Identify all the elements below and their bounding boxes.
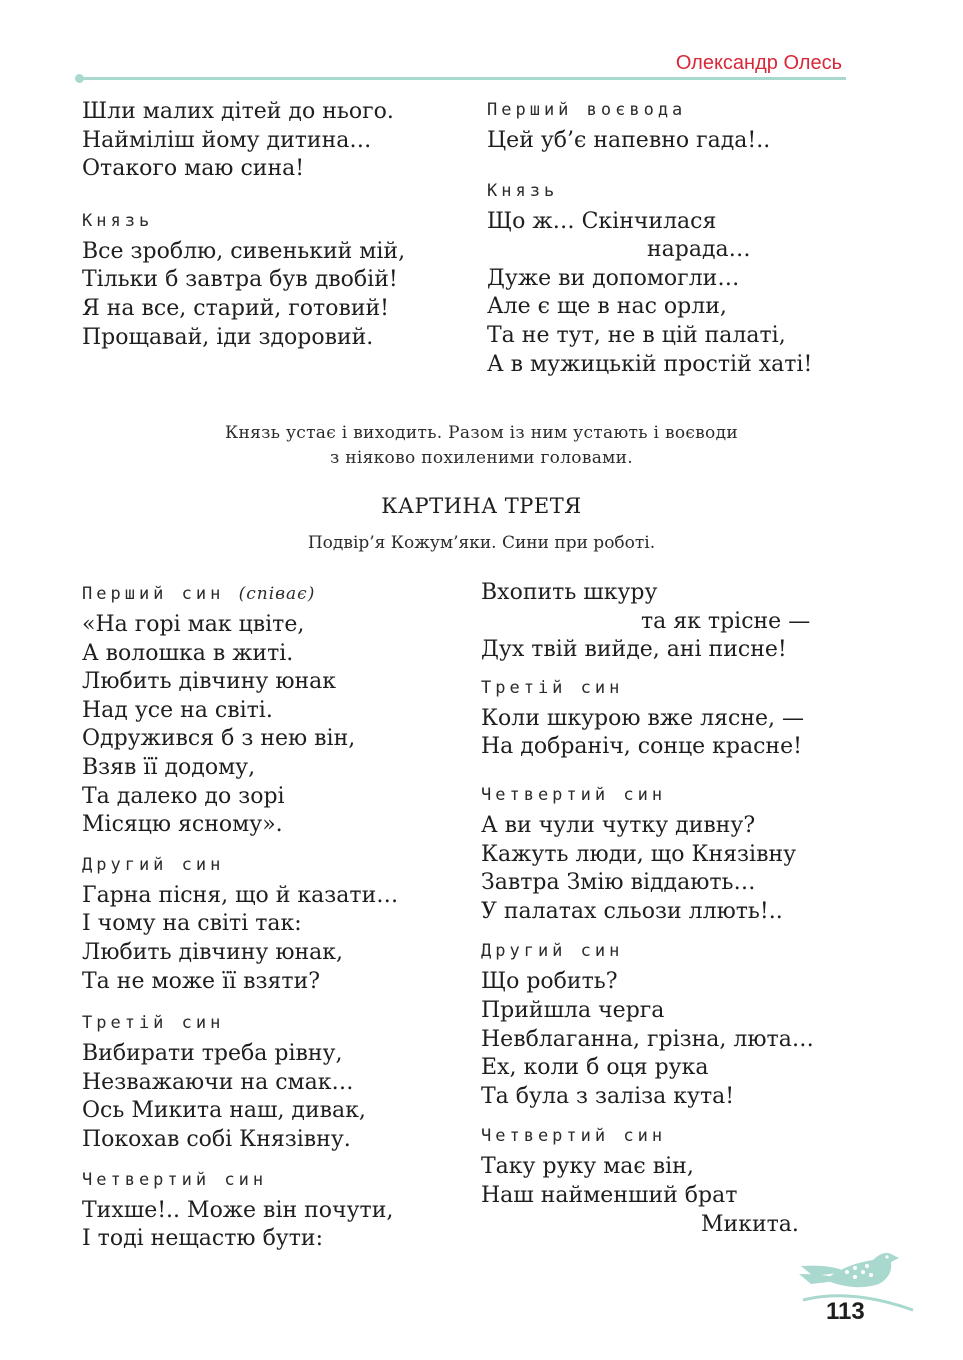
verse-line: та як трісне — (641, 608, 811, 634)
speaker-name: Другий син (481, 941, 624, 962)
verse-line: На добраніч, сонце красне! (481, 734, 802, 760)
verse-line: Дух твій вийде, ані писне! (481, 637, 787, 663)
top-left-column (82, 98, 405, 352)
verse-line: Наш найменший брат (481, 1182, 738, 1208)
verse-line: Тільки б завтра був двобій! (82, 267, 398, 293)
verse-line: Я на все, старий, готовий! (82, 295, 389, 321)
verse-block (82, 854, 398, 996)
speaker-name: Четвертий син (481, 784, 667, 805)
verse-block (481, 579, 814, 665)
speaker-name: Четвертий син (481, 1126, 667, 1147)
bottom-right-column (481, 579, 814, 1239)
verse-block (82, 98, 405, 184)
speaker-note: (співає) (238, 584, 316, 604)
speaker-name (82, 583, 398, 605)
speaker-name: Третій син (82, 1013, 225, 1034)
verse-line: Кажуть люди, що Князівну (481, 841, 797, 867)
scene-subtitle: Подвір’я Кожум’яки. Сини при роботі. (307, 533, 656, 553)
verse-line: І тоді нещастю бути: (82, 1226, 324, 1252)
verse-block (487, 99, 812, 156)
verse-line: Любить дівчину юнак, (82, 939, 344, 965)
verse-line: Але є ще в нас орли, (487, 294, 727, 320)
verse-block (82, 1012, 398, 1154)
verse-line: І чому на світі так: (82, 911, 302, 937)
verse-line: Тихше!.. Може він почути, (82, 1197, 394, 1223)
verse-line: Одружився б з нею він, (82, 726, 356, 752)
verse-line: Прийшла черга (481, 997, 665, 1023)
stage-direction (0, 421, 963, 471)
verse-line: Вхопить шкуру (481, 580, 658, 605)
verse-line: Прощавай, іди здоровий. (82, 324, 374, 350)
verse-line: Покохав собі Князівну. (82, 1126, 351, 1152)
verse-line: Ех, коли б оця рука (481, 1055, 709, 1081)
verse-line: Та була з заліза кута! (481, 1083, 735, 1109)
verse-line: Дуже ви допомогли… (487, 265, 740, 291)
verse-line: Все зроблю, сивенький мій, (82, 238, 406, 264)
verse-line: Місяцю ясному». (82, 812, 283, 838)
verse-line: Взяв її додому, (82, 754, 256, 780)
verse-block (481, 940, 814, 1111)
verse-line: Таку руку має він, (481, 1154, 694, 1180)
verse-line: Коли шкурою вже лясне, — (481, 705, 805, 731)
speaker-name: Перший воєвода (487, 100, 687, 120)
verse-block (82, 1169, 398, 1254)
verse-line: Що робить? (481, 969, 618, 995)
verse-line: Незважаючи на смак… (82, 1069, 354, 1095)
verse-block (82, 583, 398, 840)
speaker-name: Князь (82, 210, 154, 231)
verse-line: Вибирати треба рівну, (82, 1041, 343, 1067)
stage-direction-line: з ніяково похиленими головами. (329, 448, 634, 468)
verse-block (481, 1125, 814, 1239)
top-right-column (487, 99, 812, 379)
speaker-name: Князь (487, 180, 559, 201)
verse-line: А волошка в житі. (82, 640, 294, 666)
verse-line: Найміліш йому дитина… (82, 127, 372, 153)
verse-line: А ви чули чутку дивну? (481, 812, 756, 838)
stage-direction-line: Князь устає і виходить. Разом із ним устають і воєводи (225, 423, 738, 443)
scene-title: КАРТИНА ТРЕТЯ (381, 494, 582, 518)
verse-block (82, 210, 405, 352)
verse-line: Любить дівчину юнак (82, 669, 337, 695)
verse-line: Невблаганна, грізна, люта… (481, 1026, 814, 1052)
verse-block (481, 677, 814, 762)
page-number: 113 (826, 1298, 865, 1325)
verse-block (487, 180, 812, 380)
verse-line: Над усе на світі. (82, 697, 273, 723)
verse-line: Ось Микита наш, дивак, (82, 1098, 366, 1124)
verse-line: нарада… (647, 237, 751, 263)
verse-line: Гарна пісня, що й казати… (82, 882, 399, 908)
verse-line: «На горі мак цвіте, (82, 612, 305, 637)
verse-line: У палатах сльози ллють!.. (481, 898, 783, 924)
verse-line: Що ж… Скінчилася (487, 208, 717, 234)
speaker-name: Другий син (82, 854, 225, 875)
verse-block (481, 784, 814, 926)
speaker-name: Третій син (481, 677, 624, 698)
verse-line: А в мужицькій простій хаті! (487, 351, 813, 377)
speaker-label: Перший син (82, 584, 225, 604)
verse-line: Шли малих дітей до нього. (82, 99, 394, 124)
verse-line: Та далеко до зорі (82, 783, 285, 809)
speaker-name: Четвертий син (82, 1169, 268, 1190)
header-rule (80, 77, 846, 80)
verse-line: Та не тут, не в цій палаті, (487, 322, 786, 348)
verse-line: Та не може її взяти? (82, 968, 321, 994)
verse-line: Цей уб’є напевно гада!.. (487, 128, 771, 153)
header-author: Олександр Олесь (675, 52, 842, 74)
bottom-left-column (82, 583, 398, 1254)
verse-line: Микита. (701, 1211, 799, 1237)
verse-line: Отакого маю сина! (82, 156, 305, 182)
verse-line: Завтра Змію віддають… (481, 870, 756, 896)
